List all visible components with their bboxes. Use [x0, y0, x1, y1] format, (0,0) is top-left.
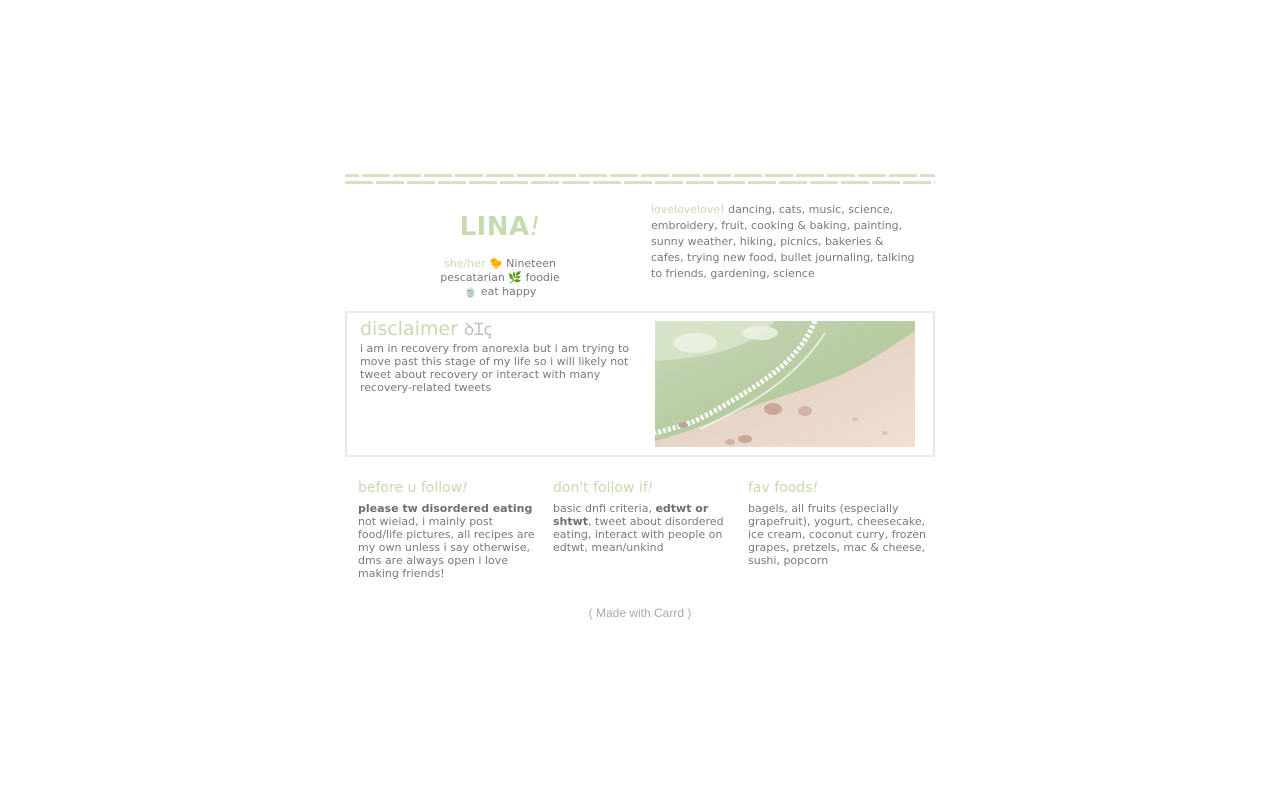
column-dont-follow	[553, 478, 731, 554]
divider-dash	[827, 174, 855, 177]
disclaimer-title-text: disclaimer	[360, 318, 458, 340]
profile-name	[345, 209, 655, 245]
divider-dash	[841, 181, 869, 184]
disclaimer-title-glyph: ꝺꞮꞔ	[463, 320, 492, 340]
loves-section	[651, 202, 919, 282]
profile-card	[345, 205, 655, 299]
divider-dash	[672, 174, 700, 177]
divider-dash	[810, 181, 838, 184]
divider-dash	[610, 174, 638, 177]
divider-dash	[624, 181, 652, 184]
fav-foods-title-text: fav foods	[748, 480, 813, 496]
divider-dash	[455, 174, 483, 177]
loves-label: lovelovelove!	[651, 203, 725, 216]
profile-name-text: LINA	[459, 212, 530, 242]
fav-foods-text: bagels, all fruits (especially grapefruit), yogurt, cheesecake, ice cream, coconut curry, frozen grapes, pretzels, mac & cheese, sushi, popcorn	[748, 502, 926, 567]
made-with-carrd-link[interactable]: ( Made with Carrd )	[588, 606, 692, 620]
dashed-divider	[345, 174, 935, 186]
column-fav-foods	[748, 478, 926, 567]
before-follow-bold: please tw disordered eating	[358, 502, 533, 515]
divider-dash	[579, 174, 607, 177]
profile-bio	[345, 257, 655, 299]
divider-dash	[686, 181, 714, 184]
divider-dash	[734, 174, 762, 177]
chick-icon: 🐤	[488, 257, 503, 270]
divider-dash	[641, 174, 669, 177]
divider-dash	[362, 174, 390, 177]
divider-dash	[920, 174, 935, 177]
dont-follow-text	[553, 502, 731, 554]
divider-dash	[779, 181, 807, 184]
divider-dash	[872, 181, 900, 184]
divider-dash	[593, 181, 621, 184]
divider-dash	[903, 181, 931, 184]
loves-text: dancing, cats, music, science, embroidery, fruit, cooking & baking, painting, sunny weather, hiking, picnics, bakeries & cafes, trying new food, bullet journaling, talking to friends, gardening, science	[651, 203, 915, 280]
beach-image	[655, 321, 915, 447]
fav-foods-title	[748, 478, 926, 498]
divider-dash	[796, 174, 824, 177]
divider-dash	[655, 181, 683, 184]
dont-follow-bold: edtwt or shtwt	[553, 502, 709, 528]
divider-dash	[438, 181, 466, 184]
divider-dash	[376, 181, 404, 184]
divider-dash	[500, 181, 528, 184]
dont-follow-pre: basic dnfi criteria,	[553, 502, 656, 515]
divider-dash	[548, 174, 576, 177]
divider-dash	[424, 174, 452, 177]
dont-follow-body: , tweet about disordered eating, interact with people on edtwt, mean/unkind	[553, 515, 724, 554]
divider-dash	[562, 181, 590, 184]
motto-text: eat happy	[480, 285, 537, 298]
profile-name-bang: !	[529, 212, 541, 242]
age-text: Nineteen	[506, 257, 556, 270]
before-follow-title-text: before u follow	[358, 480, 463, 496]
divider-dash	[407, 181, 435, 184]
disclaimer-title	[360, 317, 492, 342]
herb-icon: 🌿	[508, 271, 523, 284]
bio-line-2	[345, 271, 655, 285]
before-follow-body: not wieiad, i mainly post food/life pictures, all recipes are my own unless i say otherwise, dms are always open i love making friends!	[358, 515, 535, 580]
foodie-text: foodie	[525, 271, 560, 284]
dont-follow-title-bang: !	[647, 480, 654, 496]
divider-dash	[531, 181, 559, 184]
divider-dash	[858, 174, 886, 177]
column-before-follow	[358, 478, 536, 580]
divider-dash	[934, 181, 935, 184]
fav-foods-title-bang: !	[812, 480, 819, 496]
divider-dash	[345, 174, 359, 177]
divider-dash	[703, 174, 731, 177]
diet-text: pescatarian	[440, 271, 505, 284]
divider-dash	[469, 181, 497, 184]
pronouns: she/her	[444, 257, 486, 270]
disclaimer-box	[345, 311, 935, 457]
tea-icon: 🍵	[463, 285, 478, 298]
divider-dash	[517, 174, 545, 177]
dont-follow-title	[553, 478, 731, 498]
divider-dash	[748, 181, 776, 184]
divider-dash	[345, 181, 373, 184]
bio-line-3	[345, 285, 655, 299]
before-follow-title-bang: !	[462, 480, 468, 496]
divider-dash	[889, 174, 917, 177]
divider-dash	[393, 174, 421, 177]
divider-dash	[486, 174, 514, 177]
bio-line-1	[345, 257, 655, 271]
before-follow-title	[358, 478, 536, 498]
dont-follow-title-text: don't follow if	[553, 480, 648, 496]
divider-dash	[717, 181, 745, 184]
before-follow-text	[358, 502, 536, 580]
disclaimer-text: i am in recovery from anorexia but i am trying to move past this stage of my life so i will likely not tweet about recovery or interact with many recovery-related tweets	[360, 342, 630, 394]
divider-dash	[765, 174, 793, 177]
